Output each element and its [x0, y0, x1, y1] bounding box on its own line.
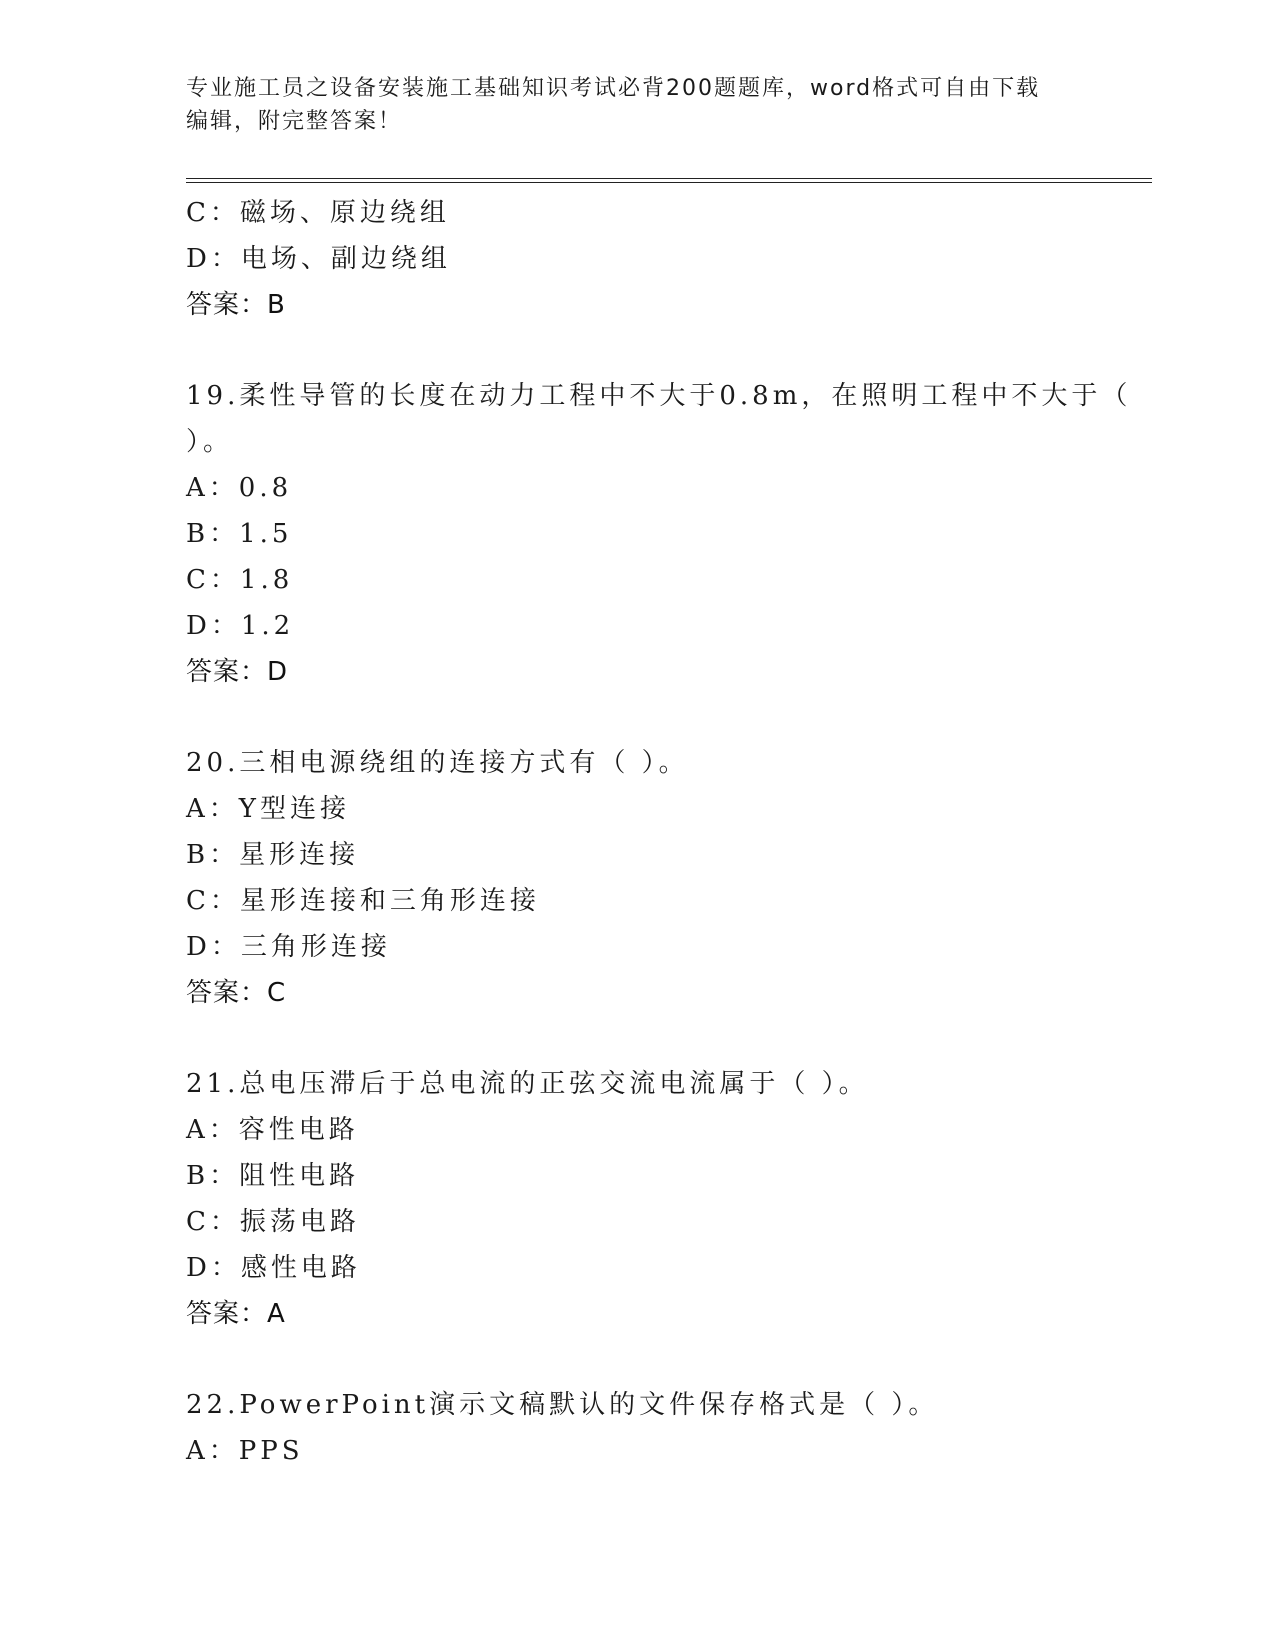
answer-line: 答案：B	[186, 290, 286, 320]
header-title-line2: 编辑，附完整答案！	[186, 109, 403, 134]
option-text: 星形连接	[239, 840, 360, 870]
option-b	[186, 832, 1086, 878]
option-label: A：	[186, 1436, 239, 1466]
option-text: 1.8	[239, 565, 294, 595]
question-stem: 19.柔性导管的长度在动力工程中不大于0.8m，在照明工程中不大于（	[186, 381, 1132, 411]
option-d	[186, 236, 1086, 282]
option-b	[186, 511, 1086, 557]
option-c	[186, 190, 1086, 236]
header-divider-bottom	[186, 182, 1152, 183]
option-text: 三角形连接	[240, 932, 391, 962]
option-text: 星形连接和三角形连接	[239, 886, 540, 916]
option-a	[186, 1107, 1086, 1153]
question-list	[186, 190, 1132, 1474]
option-a	[186, 1428, 1086, 1474]
option-a	[186, 786, 1086, 832]
option-text: 1.5	[239, 519, 293, 549]
option-text: 感性电路	[240, 1253, 361, 1283]
document-header	[186, 72, 1076, 138]
option-label: B：	[186, 1161, 240, 1191]
question-22	[186, 1382, 1086, 1474]
question-stem: 22.PowerPoint演示文稿默认的文件保存格式是（ ）。	[186, 1390, 939, 1420]
answer-line: 答案：A	[186, 1299, 286, 1329]
question-stem-continued: ）。	[186, 427, 234, 457]
option-d	[186, 603, 1086, 649]
option-d	[186, 1245, 1086, 1291]
option-text: PPS	[238, 1436, 304, 1466]
option-text: 阻性电路	[239, 1161, 360, 1191]
option-label: C：	[186, 198, 240, 228]
option-text: 振荡电路	[239, 1207, 360, 1237]
option-text: 磁场、原边绕组	[239, 198, 450, 228]
question-19	[186, 373, 1132, 695]
option-label: D：	[186, 611, 241, 641]
header-title-line1: 专业施工员之设备安装施工基础知识考试必背200题题库，word格式可自由下载	[186, 76, 1041, 101]
option-label: D：	[186, 932, 241, 962]
question-stem: 20.三相电源绕组的连接方式有（ ）。	[186, 748, 689, 778]
answer-line: 答案：C	[186, 978, 287, 1008]
option-d	[186, 924, 1086, 970]
option-label: A：	[186, 1115, 239, 1145]
option-label: D：	[186, 244, 241, 274]
option-label: C：	[186, 886, 240, 916]
option-b	[186, 1153, 1086, 1199]
option-text: 容性电路	[238, 1115, 359, 1145]
option-a	[186, 465, 1086, 511]
question-21	[186, 1061, 1086, 1337]
option-c	[186, 878, 1086, 924]
option-label: C：	[186, 1207, 240, 1237]
option-c	[186, 1199, 1086, 1245]
header-divider-top	[186, 178, 1152, 179]
option-text: 0.8	[238, 473, 293, 503]
option-label: D：	[186, 1253, 241, 1283]
option-label: C：	[186, 565, 240, 595]
option-text: 电场、副边绕组	[240, 244, 451, 274]
question-18-tail	[186, 190, 1086, 328]
answer-line: 答案：D	[186, 657, 289, 687]
option-text: 1.2	[240, 611, 295, 641]
option-text: Y型连接	[238, 794, 350, 824]
option-label: B：	[186, 840, 240, 870]
option-label: A：	[186, 473, 239, 503]
option-label: B：	[186, 519, 240, 549]
question-20	[186, 740, 1086, 1016]
option-label: A：	[186, 794, 239, 824]
option-c	[186, 557, 1086, 603]
question-stem: 21.总电压滞后于总电流的正弦交流电流属于（ ）。	[186, 1069, 869, 1099]
